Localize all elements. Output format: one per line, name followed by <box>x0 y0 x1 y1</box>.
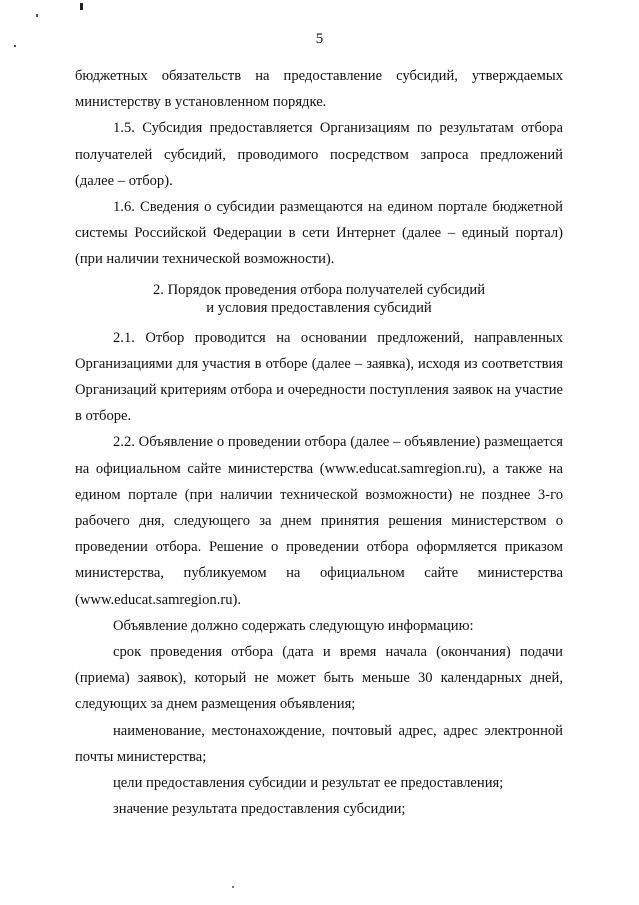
scan-artifact-dot <box>232 886 234 888</box>
scan-artifact-dot <box>36 14 38 17</box>
paragraph-2-1: 2.1. Отбор проводится на основании предложений, направленных Организациями для участия в отборе (далее – заявка), исходя из соответствия Организаций критериям отбора и очередности поступления заявок на участие в отборе. <box>75 329 563 425</box>
paragraph-announcement-contents: Объявление должно содержать следующую информацию: <box>113 617 474 634</box>
paragraph-subsidy-goals: цели предоставления субсидии и результат ее предоставления; <box>113 775 504 792</box>
section-heading <box>75 281 563 317</box>
paragraph-2-2: 2.2. Объявление о проведении отбора (далее – объявление) размещается на официальном сайте министерства (www.educat.samregion.ru), а также на едином портале (при наличии технической возможности) не позднее 3-го рабочего дня, следующего за днем принятия решения министерством о проведении отбора. Решение о проведении отбора оформляется приказом министерства, публикуемом на официальном сайте министерства (www.educat.samregion.ru). <box>75 434 563 608</box>
page-number: 5 <box>315 31 324 47</box>
paragraph-budget-obligations: бюджетных обязательств на предоставление субсидий, утверждаемых министерству в установленном порядке. <box>75 68 563 111</box>
paragraph-result-value: значение результата предоставления субсидии; <box>113 801 406 818</box>
paragraph-selection-period: срок проведения отбора (дата и время начала (окончания) подачи (приема) заявок), который не может быть меньше 30 календарных дней, следующих за днем размещения объявления; <box>75 644 563 713</box>
scan-artifact-mark <box>80 3 83 10</box>
paragraph-ministry-contacts: наименование, местонахождение, почтовый адрес, адрес электронной почты министерства; <box>75 722 563 765</box>
paragraph-1-6: 1.6. Сведения о субсидии размещаются на едином портале бюджетной системы Российской Федерации в сети Интернет (далее – единый портал) (при наличии технической возможности). <box>75 199 563 268</box>
paragraph-1-5: 1.5. Субсидия предоставляется Организациям по результатам отбора получателей субсидий, проводимого посредством запроса предложений (далее – отбор). <box>75 120 563 189</box>
section-heading-line-1: 2. Порядок проведения отбора получателей субсидий <box>152 281 486 298</box>
document-body <box>75 63 563 822</box>
section-heading-line-2: и условия предоставления субсидий <box>206 299 432 316</box>
